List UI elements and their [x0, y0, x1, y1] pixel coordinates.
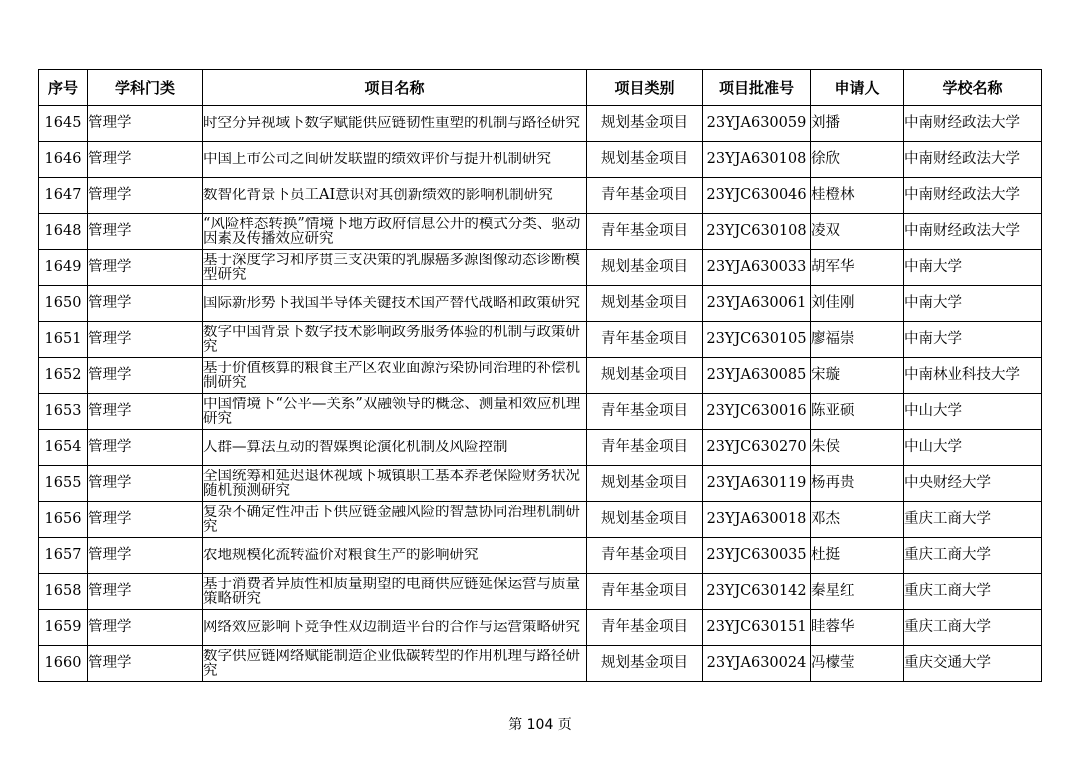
cell-project-name	[203, 106, 587, 142]
project-name-text: “风险样态转换”情境下地方政府信息公开的模式分类、驱动因素及传播效应研究	[203, 216, 581, 247]
cell-project-name	[203, 358, 587, 394]
table-row	[39, 142, 1042, 178]
cell-subject: 管理学	[88, 502, 203, 538]
cell-project-type: 青年基金项目	[587, 430, 703, 466]
cell-approval-number: 23YJC630151	[703, 610, 811, 646]
cell-project-name	[203, 466, 587, 502]
cell-subject: 管理学	[88, 610, 203, 646]
cell-school: 重庆工商大学	[904, 538, 1042, 574]
cell-applicant: 朱侯	[811, 430, 904, 466]
cell-approval-number: 23YJA630059	[703, 106, 811, 142]
cell-applicant: 冯檬莹	[811, 646, 904, 682]
cell-applicant: 宋璇	[811, 358, 904, 394]
cell-subject: 管理学	[88, 178, 203, 214]
cell-approval-number: 23YJC630035	[703, 538, 811, 574]
cell-subject: 管理学	[88, 574, 203, 610]
cell-seq: 1645	[39, 106, 88, 142]
cell-approval-number: 23YJA630119	[703, 466, 811, 502]
cell-project-type: 规划基金项目	[587, 250, 703, 286]
header-subject: 学科门类	[88, 70, 203, 106]
cell-project-name	[203, 286, 587, 322]
cell-applicant: 徐欣	[811, 142, 904, 178]
cell-subject: 管理学	[88, 214, 203, 250]
header-school: 学校名称	[904, 70, 1042, 106]
cell-project-name	[203, 322, 587, 358]
cell-project-name	[203, 394, 587, 430]
cell-project-type: 青年基金项目	[587, 178, 703, 214]
project-name-text: 复杂不确定性冲击下供应链金融风险的智慧协同治理机制研究	[203, 504, 580, 535]
cell-approval-number: 23YJA630024	[703, 646, 811, 682]
cell-seq: 1647	[39, 178, 88, 214]
cell-approval-number: 23YJA630033	[703, 250, 811, 286]
header-project-type: 项目类别	[587, 70, 703, 106]
cell-subject: 管理学	[88, 358, 203, 394]
project-table	[38, 69, 1042, 682]
table-row	[39, 430, 1042, 466]
cell-applicant: 刘佳刚	[811, 286, 904, 322]
cell-subject: 管理学	[88, 142, 203, 178]
project-name-text: 中国上市公司之间研发联盟的绩效评价与提升机制研究	[203, 152, 551, 167]
cell-project-name	[203, 610, 587, 646]
cell-project-type: 规划基金项目	[587, 142, 703, 178]
table-row	[39, 178, 1042, 214]
cell-applicant: 胡军华	[811, 250, 904, 286]
cell-seq: 1650	[39, 286, 88, 322]
cell-approval-number: 23YJC630016	[703, 394, 811, 430]
cell-project-type: 青年基金项目	[587, 214, 703, 250]
table-row	[39, 322, 1042, 358]
cell-applicant: 杜挺	[811, 538, 904, 574]
cell-subject: 管理学	[88, 322, 203, 358]
cell-project-name	[203, 214, 587, 250]
cell-approval-number: 23YJA630061	[703, 286, 811, 322]
cell-subject: 管理学	[88, 106, 203, 142]
cell-applicant: 眭蓉华	[811, 610, 904, 646]
cell-applicant: 桂橙林	[811, 178, 904, 214]
cell-seq: 1659	[39, 610, 88, 646]
project-name-text: 基于消费者异质性和质量期望的电商供应链延保运营与质量策略研究	[203, 576, 580, 607]
cell-applicant: 杨再贵	[811, 466, 904, 502]
header-applicant: 申请人	[811, 70, 904, 106]
cell-project-type: 规划基金项目	[587, 286, 703, 322]
cell-school: 重庆工商大学	[904, 574, 1042, 610]
cell-applicant: 刘播	[811, 106, 904, 142]
project-name-text: 数智化背景下员工AI意识对其创新绩效的影响机制研究	[203, 188, 553, 203]
cell-approval-number: 23YJA630018	[703, 502, 811, 538]
cell-school: 中央财经大学	[904, 466, 1042, 502]
cell-approval-number: 23YJC630142	[703, 574, 811, 610]
table-row	[39, 214, 1042, 250]
table-row	[39, 574, 1042, 610]
table-row	[39, 358, 1042, 394]
cell-project-type: 规划基金项目	[587, 646, 703, 682]
cell-subject: 管理学	[88, 538, 203, 574]
cell-school: 中南大学	[904, 286, 1042, 322]
project-name-text: 农地规模化流转溢价对粮食生产的影响研究	[203, 548, 479, 563]
cell-applicant: 凌双	[811, 214, 904, 250]
cell-seq: 1652	[39, 358, 88, 394]
cell-applicant: 陈亚硕	[811, 394, 904, 430]
project-name-text: 全国统筹和延迟退休视域下城镇职工基本养老保险财务状况随机预测研究	[203, 468, 580, 499]
cell-approval-number: 23YJC630270	[703, 430, 811, 466]
page-number: 第 104 页	[508, 717, 572, 733]
project-name-text: 基于深度学习和序贯三支决策的乳腺癌多源图像动态诊断模型研究	[203, 252, 580, 283]
cell-approval-number: 23YJC630105	[703, 322, 811, 358]
table-row	[39, 502, 1042, 538]
cell-school: 中南财经政法大学	[904, 214, 1042, 250]
cell-project-name	[203, 646, 587, 682]
cell-seq: 1648	[39, 214, 88, 250]
project-name-text: 数字中国背景下数字技术影响政务服务体验的机制与政策研究	[203, 324, 580, 355]
header-seq: 序号	[39, 70, 88, 106]
cell-project-type: 规划基金项目	[587, 358, 703, 394]
cell-seq: 1649	[39, 250, 88, 286]
cell-school: 重庆交通大学	[904, 646, 1042, 682]
cell-school: 中南财经政法大学	[904, 106, 1042, 142]
cell-school: 中南大学	[904, 250, 1042, 286]
cell-project-type: 青年基金项目	[587, 610, 703, 646]
cell-subject: 管理学	[88, 646, 203, 682]
cell-school: 中南财经政法大学	[904, 178, 1042, 214]
table-row	[39, 646, 1042, 682]
cell-project-name	[203, 538, 587, 574]
cell-project-name	[203, 430, 587, 466]
table-row	[39, 250, 1042, 286]
project-name-text: 网络效应影响下竞争性双边制造平台的合作与运营策略研究	[203, 620, 580, 635]
table-row	[39, 610, 1042, 646]
cell-seq: 1646	[39, 142, 88, 178]
cell-project-name	[203, 142, 587, 178]
cell-project-type: 青年基金项目	[587, 394, 703, 430]
cell-school: 中山大学	[904, 430, 1042, 466]
cell-project-type: 青年基金项目	[587, 322, 703, 358]
cell-subject: 管理学	[88, 430, 203, 466]
cell-approval-number: 23YJA630108	[703, 142, 811, 178]
cell-seq: 1657	[39, 538, 88, 574]
cell-subject: 管理学	[88, 250, 203, 286]
cell-seq: 1660	[39, 646, 88, 682]
cell-seq: 1653	[39, 394, 88, 430]
cell-seq: 1658	[39, 574, 88, 610]
table-row	[39, 466, 1042, 502]
cell-approval-number: 23YJC630046	[703, 178, 811, 214]
cell-school: 中南林业科技大学	[904, 358, 1042, 394]
project-name-text: 基于价值核算的粮食主产区农业面源污染协同治理的补偿机制研究	[203, 360, 580, 391]
cell-school: 重庆工商大学	[904, 610, 1042, 646]
cell-school: 中南财经政法大学	[904, 142, 1042, 178]
cell-seq: 1654	[39, 430, 88, 466]
cell-approval-number: 23YJC630108	[703, 214, 811, 250]
cell-seq: 1651	[39, 322, 88, 358]
cell-project-name	[203, 502, 587, 538]
cell-subject: 管理学	[88, 466, 203, 502]
cell-project-type: 规划基金项目	[587, 466, 703, 502]
project-name-text: 数字供应链网络赋能制造企业低碳转型的作用机理与路径研究	[203, 648, 580, 679]
project-name-text: 时空分异视域下数字赋能供应链韧性重塑的机制与路径研究	[203, 116, 580, 131]
cell-applicant: 邓杰	[811, 502, 904, 538]
table-header-row	[39, 70, 1042, 106]
project-name-text: 人群—算法互动的智媒舆论演化机制及风险控制	[203, 440, 508, 455]
cell-project-name	[203, 178, 587, 214]
cell-seq: 1655	[39, 466, 88, 502]
cell-project-type: 规划基金项目	[587, 106, 703, 142]
cell-project-type: 规划基金项目	[587, 502, 703, 538]
table-row	[39, 106, 1042, 142]
cell-school: 重庆工商大学	[904, 502, 1042, 538]
cell-school: 中山大学	[904, 394, 1042, 430]
cell-subject: 管理学	[88, 286, 203, 322]
project-name-text: 国际新形势下我国半导体关键技术国产替代战略和政策研究	[203, 296, 580, 311]
cell-project-type: 青年基金项目	[587, 574, 703, 610]
cell-applicant: 廖福崇	[811, 322, 904, 358]
header-approval-number: 项目批准号	[703, 70, 811, 106]
table-row	[39, 286, 1042, 322]
header-project-name: 项目名称	[203, 70, 587, 106]
cell-project-name	[203, 574, 587, 610]
cell-school: 中南大学	[904, 322, 1042, 358]
cell-seq: 1656	[39, 502, 88, 538]
cell-applicant: 秦星红	[811, 574, 904, 610]
project-name-text: 中国情境下“公平—关系”双融领导的概念、测量和效应机理研究	[203, 396, 581, 427]
table-row	[39, 394, 1042, 430]
cell-project-type: 青年基金项目	[587, 538, 703, 574]
table-row	[39, 538, 1042, 574]
cell-approval-number: 23YJA630085	[703, 358, 811, 394]
cell-project-name	[203, 250, 587, 286]
cell-subject: 管理学	[88, 394, 203, 430]
